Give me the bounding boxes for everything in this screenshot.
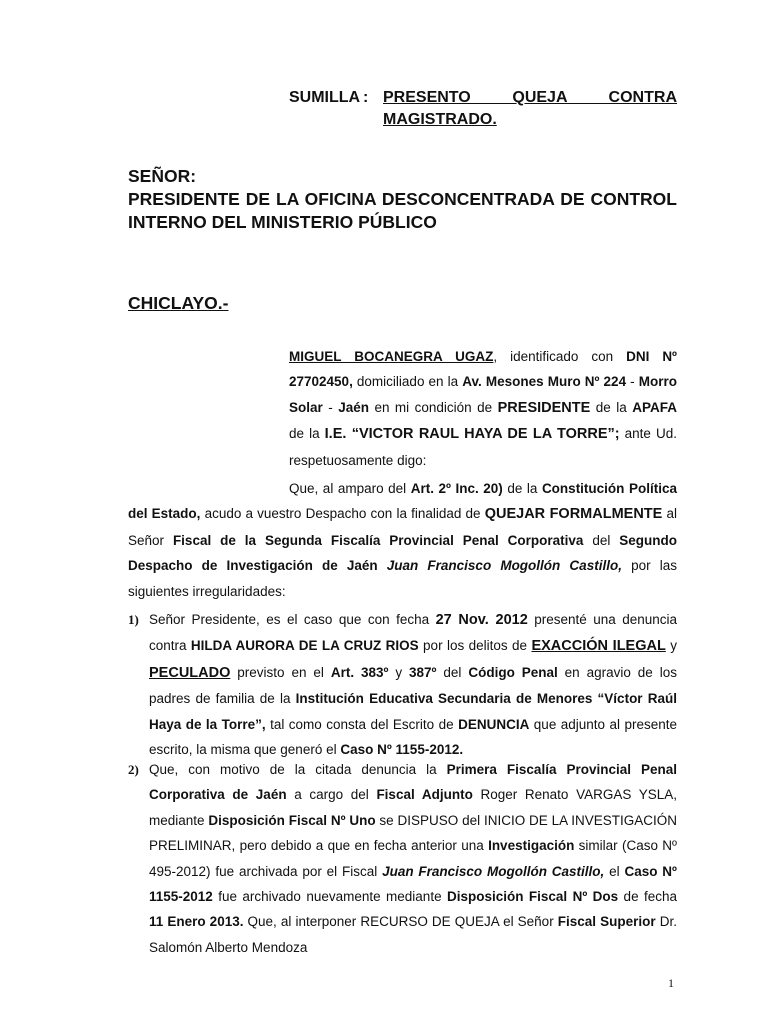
school-name: I.E. “VICTOR RAUL HAYA DE LA TORRE”; bbox=[324, 426, 620, 443]
fiscal-name: Juan Francisco Mogollón Castillo, bbox=[386, 558, 622, 574]
salutation: SEÑOR: bbox=[128, 166, 197, 186]
dni: DNI Nº 27702450, bbox=[289, 349, 677, 390]
list-item-text: Que, con motivo de la citada denuncia la Primera Fiscalía Provincial Penal Corporativa de Jaén a cargo del Fiscal Adjunto Roger Renato VARGAS YSLA, mediante Disposición Fiscal Nº Uno se DISPUSO del INICIO DE LA INVESTIGACIÓN PRELIMINAR, pero debido a que en fecha anterior una Investigación similar (Caso Nº 495-2012) fue archivada por el Fiscal Juan Francisco Mogollón Castillo, el Caso Nº 1155-2012 fue archivado nuevamente mediante Disposición Fiscal Nº Dos de fecha 11 Enero 2013. Que, al interponer RECURSO DE QUEJA el Señor Fiscal Superior Dr. Salomón Alberto Mendoza bbox=[149, 762, 677, 955]
sumilla-value: PRESENTO QUEJA CONTRA MAGISTRADO. bbox=[383, 89, 677, 128]
list-number: 2) bbox=[128, 762, 139, 777]
page-number: 1 bbox=[668, 976, 674, 990]
city-heading: CHICLAYO.- bbox=[128, 293, 229, 313]
address: Av. Mesones Muro Nº 224 bbox=[462, 374, 627, 390]
addressee bbox=[128, 165, 677, 234]
complaint-action: QUEJAR FORMALMENTE bbox=[484, 506, 663, 523]
main-paragraph: Que, al amparo del Art. 2º Inc. 20) de la Constitución Política del Estado, acudo a vuestro Despacho con la finalidad de QUEJAR FORMALMENTE al Señor Fiscal de la Segunda Fiscalía Provincial Penal Corporativa del Segundo Despacho de Investigación de Jaén Juan Francisco Mogollón Castillo, por las siguientes irregularidades: bbox=[128, 481, 678, 599]
list-item-text: Señor Presidente, es el caso que con fecha 27 Nov. 2012 presenté una denuncia contra HILDA AURORA DE LA CRUZ RIOS por los delitos de EXACCIÓN ILEGAL y PECULADO previsto en el Art. 383º y 387º del Código Penal en agravio de los padres de familia de la Institución Educativa Secundaria de Menores “Víctor Raúl Haya de la Torre”, tal como consta del Escrito de DENUNCIA que adjunto al presente escrito, la misma que generó el Caso Nº 1155-2012. bbox=[149, 612, 677, 758]
sumilla-label: SUMILLA bbox=[289, 89, 361, 106]
complainant-name: MIGUEL BOCANEGRA UGAZ bbox=[289, 349, 494, 364]
list-number: 1) bbox=[128, 612, 139, 627]
role: PRESIDENTE bbox=[497, 399, 591, 416]
addressee-office: PRESIDENTE DE LA OFICINA DESCONCENTRADA DE CONTROL INTERNO DEL MINISTERIO PÚBLICO bbox=[128, 189, 677, 232]
intro-paragraph: MIGUEL BOCANEGRA UGAZ, identificado con DNI Nº 27702450, domiciliado en la Av. Mesones Muro Nº 224 - Morro Solar - Jaén en mi condición de PRESIDENTE de la APAFA de la I.E. “VICTOR RAUL HAYA DE LA TORRE”; ante Ud. respetuosamente digo: bbox=[289, 349, 678, 468]
sumilla-separator: : bbox=[363, 89, 369, 106]
